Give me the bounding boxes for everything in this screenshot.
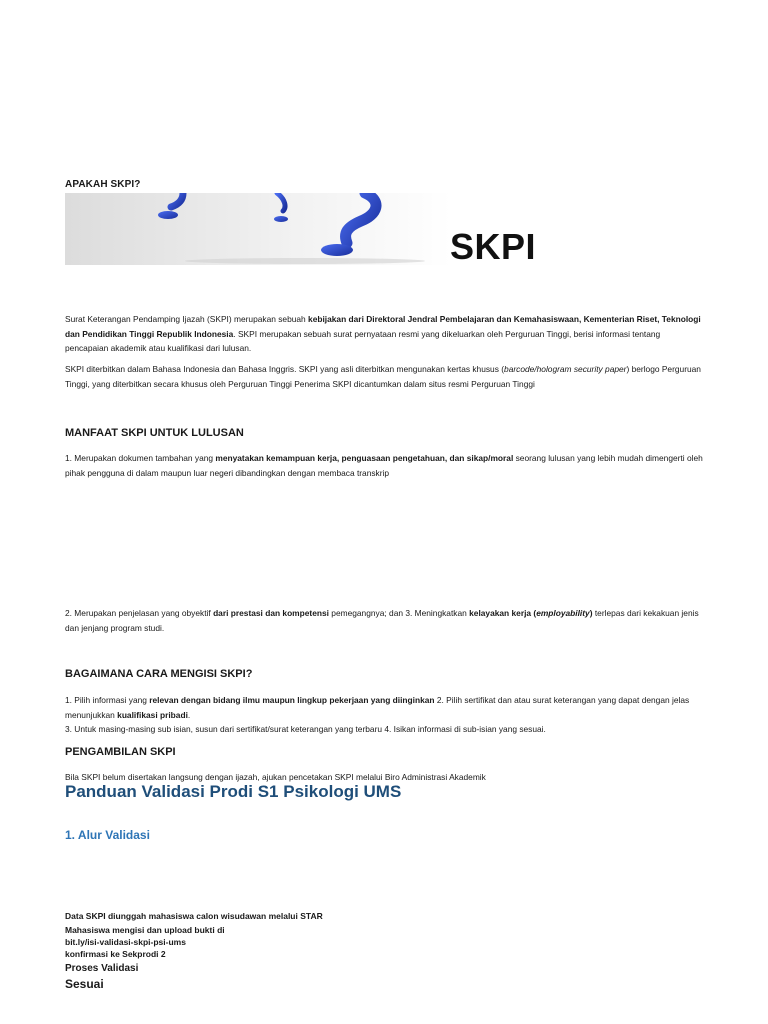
section-heading-pengambilan: PENGAMBILAN SKPI [65, 746, 176, 758]
section-heading-manfaat: MANFAAT SKPI UNTUK LULUSAN [65, 427, 244, 439]
intro-p1-text-a: Surat Keterangan Pendamping Ijazah (SKPI) merupakan sebuah [65, 314, 309, 324]
manfaat-p2-bold-f: ) [589, 608, 593, 618]
flow-step-4: Sesuai [65, 977, 104, 991]
cara-l1-text-e: . [187, 709, 191, 720]
intro-p1-bold: kebijakan dari Direktoral Jendral Pembelajaran dan Kemahasiswaan, Kementerian Riset, Teknologi dan Pendidikan Tinggi Republik Indonesia [65, 314, 701, 339]
flow-step-1: Data SKPI diunggah mahasiswa calon wisudawan melalui STAR [65, 911, 323, 921]
section-heading-cara: BAGAIMANA CARA MENGISI SKPI? [65, 668, 253, 680]
manfaat-p2-bold-italic: employability [536, 608, 590, 618]
flow-step-3: Proses Validasi [65, 963, 139, 974]
flow-step-2: Mahasiswa mengisi dan upload bukti di [65, 925, 225, 935]
manfaat-p1-bold: menyatakan kemampuan kerja, penguasaan pengetahuan, dan sikap/moral [215, 453, 514, 463]
cara-l1-bold-b: relevan dengan bidang ilmu maupun lingkup pekerjaan yang diinginkan [149, 695, 435, 705]
cara-points-1-2 [65, 693, 705, 722]
intro-paragraph-2 [65, 362, 705, 391]
intro-paragraph-1 [65, 312, 705, 356]
manfaat-p2-text-a: 2. Merupakan penjelasan yang obyektif [65, 608, 214, 618]
intro-p2-italic: barcode/hologram security paper [504, 364, 627, 374]
question-marks-banner-image [65, 193, 451, 265]
intro-p2-text-a: SKPI diterbitkan dalam Bahasa Indonesia dan Bahasa Inggris. SKPI yang asli diterbitkan mengunakan kertas khusus ( [65, 364, 505, 374]
alur-validasi-subtitle: 1. Alur Validasi [65, 828, 150, 842]
section-heading-apakah: APAKAH SKPI? [65, 179, 141, 190]
pengambilan-text: Bila SKPI belum disertakan langsung dengan ijazah, ajukan pencetakan SKPI melalui Biro Administrasi Akademik [65, 772, 486, 782]
intro-p1-text-c: . SKPI merupakan sebuah surat pernyataan resmi yang dikeluarkan oleh Perguruan Tinggi, berisi informasi tentang pencapaian akademik atau kualifikasi dari lulusan. [65, 328, 661, 353]
flow-step-2-link: bit.ly/isi-validasi-skpi-psi-ums [65, 937, 186, 947]
manfaat-point-2 [65, 606, 705, 635]
question-marks-illustration [65, 193, 451, 265]
manfaat-p2-text-g: terlepas dari kekakuan jenis dan jenjang program studi. [65, 608, 699, 633]
skpi-banner-title: SKPI [450, 226, 537, 267]
manfaat-p1-text-c: seorang lulusan yang lebih mudah dimengerti oleh pihak pengguna di dalam maupun luar negeri dibandingkan dengan membaca transkrip [65, 453, 703, 478]
manfaat-p2-text-c: pemegangnya; dan 3. Meningkatkan [328, 608, 470, 618]
manfaat-point-1 [65, 451, 705, 480]
cara-l1-text-a: 1. Pilih informasi yang [65, 695, 150, 705]
flow-step-2-confirm: konfirmasi ke Sekprodi 2 [65, 949, 166, 959]
intro-p2-text-c: ) berlogo Perguruan Tinggi, yang diterbitkan secara khusus oleh Perguruan Tinggi Penerima SKPI dicantumkan dalam situs resmi Perguruan Tinggi [65, 364, 701, 389]
manfaat-p1-text-a: 1. Merupakan dokumen tambahan yang [65, 453, 216, 463]
cara-points-3-4: 3. Untuk masing-masing sub isian, susun dari sertifikat/surat keterangan yang terbaru 4. Isikan informasi di sub-isian yang sesuai. [65, 724, 546, 734]
cara-l1-bold-d: kualifikasi pribadi [117, 709, 188, 720]
manfaat-p2-bold-d: kelayakan kerja ( [469, 608, 537, 618]
manfaat-p2-bold: dari prestasi dan kompetensi [213, 608, 329, 618]
panduan-title: Panduan Validasi Prodi S1 Psikologi UMS [65, 782, 402, 801]
cara-l1-text-c: 2. Pilih sertifikat dan atau surat keterangan yang dapat dengan jelas menunjukkan [65, 695, 690, 720]
